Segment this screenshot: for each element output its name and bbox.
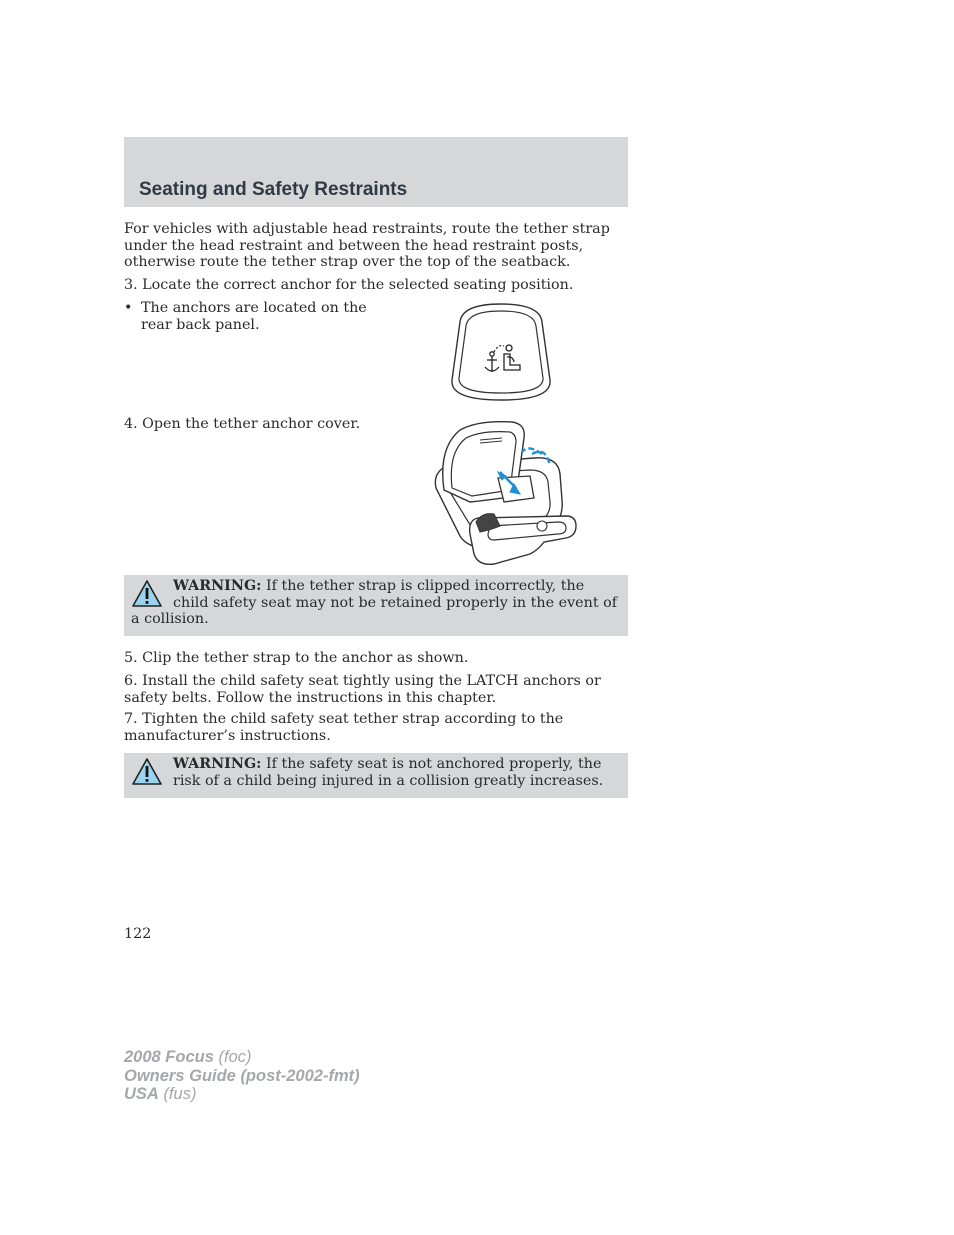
step-6: 6. Install the child safety seat tightly using the LATCH anchors or safety belts. Follow the instructions in this chapter. — [124, 673, 601, 706]
footer-market-code: (fus) — [163, 1085, 197, 1104]
section-header — [124, 137, 628, 207]
footer-line-model — [124, 1048, 360, 1067]
footer-model: 2008 Focus — [124, 1048, 214, 1066]
warning-triangle-icon — [131, 579, 163, 609]
warning-text: If the tether strap is clipped incorrectly, the child safety seat may not be retained properly in the event of a collision. — [131, 578, 618, 628]
bullet-symbol: • — [124, 300, 133, 316]
bullet-anchors-location: The anchors are located on the rear back panel. — [141, 300, 367, 333]
footer-guide: Owners Guide (post-2002-fmt) — [124, 1066, 360, 1085]
footer-market: USA — [124, 1085, 159, 1104]
footer-model-code: (foc) — [218, 1048, 252, 1066]
warning-box-tether — [124, 575, 628, 636]
footer-line-market — [124, 1085, 360, 1104]
section-title: Seating and Safety Restraints — [139, 179, 408, 200]
warning-label: WARNING: — [173, 578, 262, 594]
warning-text: If the safety seat is not anchored properly, the risk of a child being injured in a collision greatly increases. — [173, 756, 604, 789]
step-3: 3. Locate the correct anchor for the selected seating position. — [124, 277, 574, 293]
step-7: 7. Tighten the child safety seat tether strap according to the manufacturer’s instructions. — [124, 711, 564, 744]
warning-label: WARNING: — [173, 756, 262, 772]
warning-triangle-icon — [131, 757, 163, 787]
tether-anchor-open-illustration — [430, 418, 602, 566]
intro-paragraph: For vehicles with adjustable head restraints, route the tether strap under the head restraint and between the head restraint posts, otherwise route the tether strap over the top of the seatback. — [124, 221, 610, 271]
footer-line-guide — [124, 1067, 360, 1086]
warning-box-anchoring — [124, 753, 628, 798]
page-number: 122 — [124, 926, 152, 942]
step-4: 4. Open the tether anchor cover. — [124, 416, 361, 432]
tether-anchor-cover-illustration — [448, 302, 554, 402]
step-5: 5. Clip the tether strap to the anchor as shown. — [124, 650, 469, 666]
document-footer — [124, 1048, 360, 1104]
